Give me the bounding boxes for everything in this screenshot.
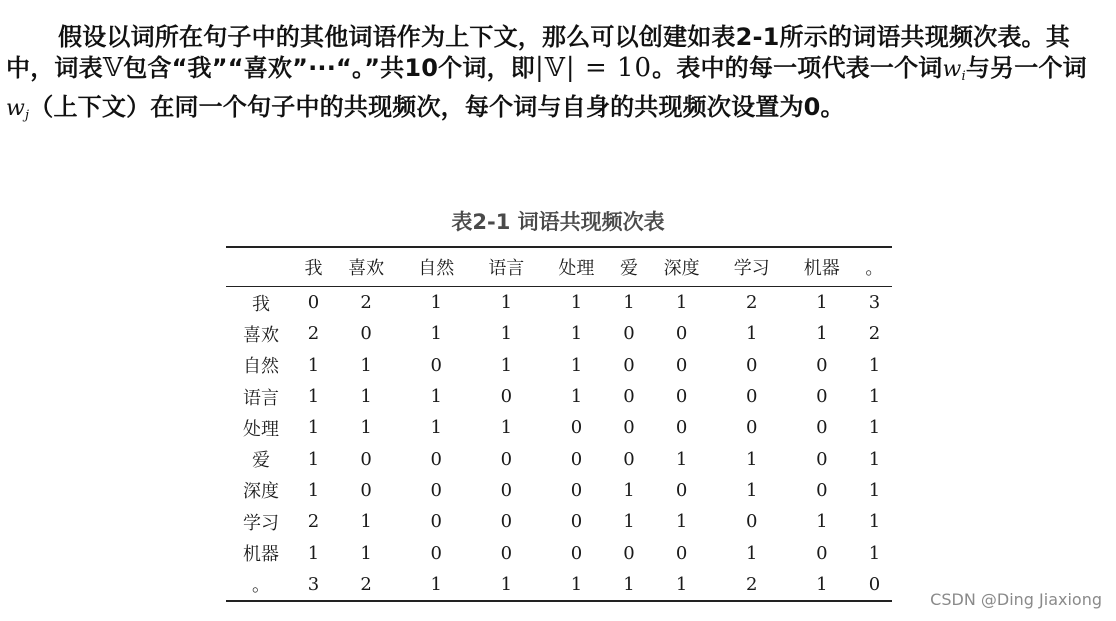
table-cell: 2 <box>717 569 787 601</box>
table-caption: 表2-1 词语共现频次表 <box>451 210 665 234</box>
table-cell: 1 <box>623 511 635 533</box>
table-cell: 1 <box>307 386 320 408</box>
table-row <box>226 318 892 349</box>
table-cell: 1 <box>868 448 881 470</box>
table-cell: 1 <box>868 417 881 439</box>
table-cell: 1 <box>471 569 541 601</box>
column-header: 处理 <box>541 247 611 287</box>
table-row <box>226 537 892 568</box>
table-cell: 0 <box>570 479 583 501</box>
table-cell: 1 <box>500 417 513 439</box>
table-cell: 0 <box>570 448 583 470</box>
word-wi <box>942 57 965 82</box>
table-cell: 0 <box>675 542 688 564</box>
table-cell: 0 <box>430 542 442 564</box>
table-cell: 1 <box>816 323 828 345</box>
table-cell: 1 <box>745 323 758 345</box>
row-label: 喜欢 <box>243 324 279 346</box>
table-cell: 1 <box>360 417 372 439</box>
table-cell: 1 <box>360 386 372 408</box>
table-cell: 1 <box>868 354 881 376</box>
table-cell: 0 <box>623 448 635 470</box>
word-wj-base: w <box>6 96 26 121</box>
table-cell: 0 <box>623 354 635 376</box>
table-cell: 1 <box>500 323 513 345</box>
table-cell: 1 <box>787 569 857 601</box>
column-header: 喜欢 <box>331 247 401 287</box>
word-wj-sub: j <box>25 108 30 123</box>
cooccurrence-table-wrapper <box>226 246 892 602</box>
table-cell: 1 <box>611 569 646 601</box>
table-cell: 0 <box>745 354 758 376</box>
table-cell: 0 <box>816 448 828 470</box>
row-label: 深度 <box>243 481 279 503</box>
table-row <box>226 569 892 601</box>
table-cell: 0 <box>500 448 513 470</box>
table-cell: 0 <box>675 323 688 345</box>
table-cell: 1 <box>570 292 583 314</box>
table-cell: 0 <box>500 479 513 501</box>
table-cell: 0 <box>570 511 583 533</box>
table-row <box>226 506 892 537</box>
table-body <box>226 287 892 601</box>
table-cell: 1 <box>570 354 583 376</box>
table-header-row <box>226 247 892 287</box>
word-wj <box>6 96 29 121</box>
table-cell: 1 <box>868 542 881 564</box>
column-header: 爱 <box>611 247 646 287</box>
table-cell: 1 <box>647 569 717 601</box>
table-cell: 0 <box>623 323 635 345</box>
row-label: 我 <box>252 293 270 315</box>
table-cell: 0 <box>430 479 442 501</box>
table-cell: 1 <box>623 479 635 501</box>
table-cell: 1 <box>745 448 758 470</box>
column-header: 。 <box>857 247 892 287</box>
body-paragraph <box>6 22 1110 132</box>
table-cell: 0 <box>360 479 372 501</box>
table-cell: 0 <box>430 354 442 376</box>
table-cell: 1 <box>675 511 688 533</box>
table-cell: 2 <box>307 323 320 345</box>
table-cell: 2 <box>868 323 881 345</box>
table-cell: 1 <box>430 417 442 439</box>
table-row <box>226 381 892 412</box>
table-cell: 1 <box>430 323 442 345</box>
table-cell: 0 <box>816 479 828 501</box>
column-header: 学习 <box>717 247 787 287</box>
table-cell: 1 <box>745 479 758 501</box>
table-cell: 3 <box>296 569 331 601</box>
table-cell: 0 <box>570 542 583 564</box>
table-cell: 3 <box>868 292 881 314</box>
table-cell: 1 <box>430 386 442 408</box>
table-cell: 0 <box>500 542 513 564</box>
table-cell: 0 <box>360 323 372 345</box>
table-cell: 0 <box>623 386 635 408</box>
table-cell: 0 <box>360 448 372 470</box>
column-header: 语言 <box>471 247 541 287</box>
watermark: CSDN @Ding Jiaxiong <box>930 590 1102 609</box>
table-cell: 0 <box>623 417 635 439</box>
table-cell: 1 <box>360 354 372 376</box>
table-cell: 0 <box>816 417 828 439</box>
table-cell: 0 <box>675 354 688 376</box>
table-cell: 1 <box>307 479 320 501</box>
table-cell: 1 <box>500 354 513 376</box>
row-label: 爱 <box>252 450 270 472</box>
word-wi-sub: i <box>961 68 966 84</box>
table-cell: 0 <box>745 511 758 533</box>
table-cell: 1 <box>675 292 688 314</box>
row-label: 。 <box>226 569 296 601</box>
table-cell: 1 <box>430 292 442 314</box>
table-cell: 0 <box>500 386 513 408</box>
table-cell: 1 <box>868 511 881 533</box>
paragraph-text-1: 假设以词所在句子中的其他词语作为上下文，那么可以创建如表2-1所示的词语共现频次表。其中，词表 <box>6 23 1070 82</box>
table-cell: 1 <box>401 569 471 601</box>
row-label: 机器 <box>243 544 279 566</box>
column-header: 深度 <box>647 247 717 287</box>
table-row <box>226 287 892 319</box>
table-cell: 1 <box>500 292 513 314</box>
table-cell: 0 <box>745 386 758 408</box>
table-cell: 1 <box>868 479 881 501</box>
table-cell: 1 <box>307 542 320 564</box>
table-cell: 0 <box>675 479 688 501</box>
column-header: 自然 <box>401 247 471 287</box>
table-row <box>226 350 892 381</box>
column-header: 我 <box>296 247 331 287</box>
table-cell: 0 <box>675 386 688 408</box>
row-label: 自然 <box>243 356 279 378</box>
paragraph-text-3: 。表中的每一项代表一个词 <box>652 53 943 82</box>
table-cell: 1 <box>868 386 881 408</box>
cooccurrence-table <box>226 246 892 602</box>
paragraph-text-2: 包含“我”“喜欢”···“。”共10个词，即 <box>123 53 535 82</box>
table-cell: 1 <box>541 569 611 601</box>
row-label: 处理 <box>243 418 279 440</box>
table-cell: 1 <box>360 511 372 533</box>
table-cell: 2 <box>360 292 372 314</box>
table-cell: 2 <box>745 292 758 314</box>
table-cell: 1 <box>623 292 635 314</box>
paragraph-text-5: （上下文）在同一个句子中的共现频次，每个词与自身的共现频次设置为0。 <box>29 93 845 121</box>
table-cell: 1 <box>360 542 372 564</box>
table-cell: 1 <box>307 417 320 439</box>
table-cell: 1 <box>816 292 828 314</box>
table-cell: 1 <box>675 448 688 470</box>
row-label: 学习 <box>243 512 279 534</box>
table-cell: 1 <box>307 354 320 376</box>
table-cell: 1 <box>570 323 583 345</box>
table-cell: 0 <box>430 448 442 470</box>
vocab-size-formula: |𝕍| = 10 <box>534 52 653 83</box>
table-cell: 0 <box>500 511 513 533</box>
table-corner-cell <box>226 247 296 287</box>
table-cell: 0 <box>307 292 320 314</box>
table-row <box>226 412 892 443</box>
table-row <box>226 443 892 474</box>
row-label: 语言 <box>243 387 279 409</box>
table-cell: 1 <box>307 448 320 470</box>
table-cell: 0 <box>430 511 442 533</box>
table-cell: 2 <box>307 511 320 533</box>
table-cell: 0 <box>570 417 583 439</box>
vocab-symbol: 𝕍 <box>102 52 124 83</box>
table-cell: 0 <box>816 542 828 564</box>
table-cell: 1 <box>816 511 828 533</box>
table-cell: 1 <box>745 542 758 564</box>
table-cell: 0 <box>857 569 892 601</box>
column-header: 机器 <box>787 247 857 287</box>
table-cell: 0 <box>675 417 688 439</box>
table-row <box>226 475 892 506</box>
word-wi-base: w <box>942 56 962 82</box>
table-cell: 1 <box>570 386 583 408</box>
table-cell: 0 <box>745 417 758 439</box>
table-cell: 0 <box>623 542 635 564</box>
paragraph-text-4: 与另一个词 <box>965 53 1087 82</box>
table-cell: 2 <box>331 569 401 601</box>
table-cell: 0 <box>816 386 828 408</box>
table-cell: 0 <box>816 354 828 376</box>
